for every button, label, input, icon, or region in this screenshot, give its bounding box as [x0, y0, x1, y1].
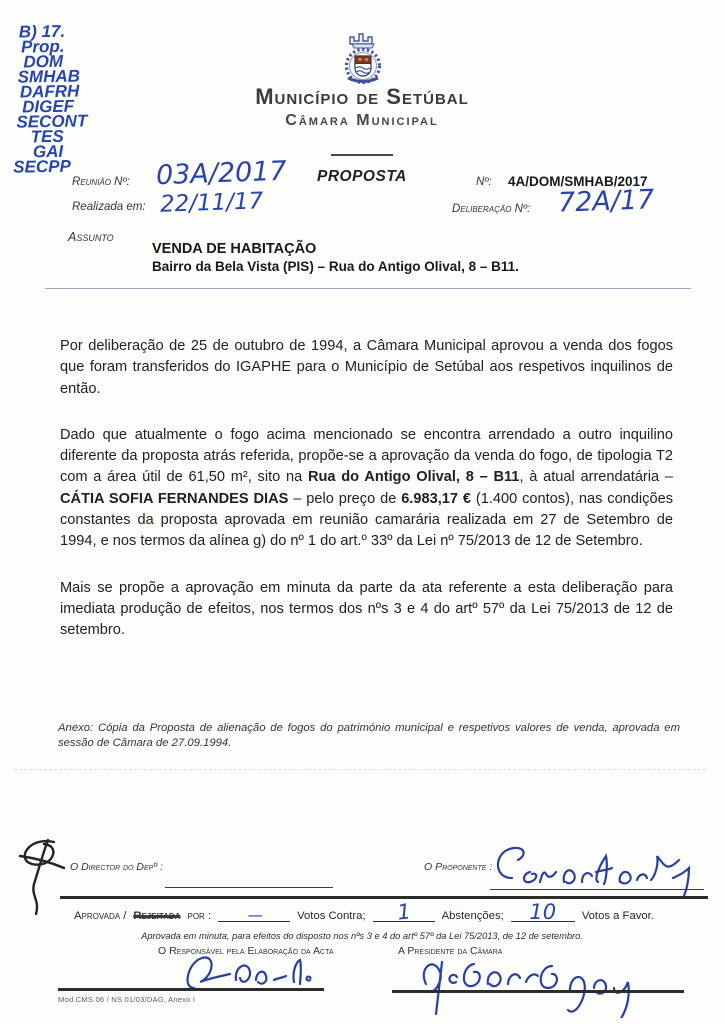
handnote-line: DAFRH [19, 81, 80, 102]
abstencoes-handwritten: 1 [395, 899, 412, 925]
margin-scribble [14, 838, 68, 916]
voting-row [74, 899, 654, 925]
presidente-label: A Presidente da Câmara [398, 945, 503, 957]
handnote-line: SECONT [16, 111, 88, 132]
realizada-value-handwritten: 22/11/17 [159, 188, 264, 218]
deliberacao-value-handwritten: 72A/17 [557, 184, 655, 219]
assunto-subtitle: Bairro da Bela Vista (PIS) – Rua do Antigo Olival, 8 – B11. [152, 259, 519, 274]
proponente-signature-line [490, 889, 704, 890]
reuniao-label: Reunião Nº: [72, 176, 130, 188]
paragraph-3: Mais se propõe a aprovação em minuta da parte da ata referente a esta deliberação para imediata produção de efeitos, nos termos dos nºs 3 e 4 do artº 57º da Lei 75/2013 de 12 de setembro. [60, 579, 673, 639]
bold-price: 6.983,17 € [401, 490, 471, 507]
handnote-line: DOM [23, 51, 64, 72]
municipal-body-subtitle: Câmara Municipal [285, 112, 439, 129]
header-rule [331, 154, 393, 156]
handnote-line: SMHAB [17, 66, 81, 87]
approval-heavy-rule [60, 896, 708, 899]
section-divider [45, 288, 691, 289]
municipal-crest-icon [334, 28, 392, 90]
votos-favor-blank [511, 900, 575, 924]
assunto-title: VENDA DE HABITAÇÃO [152, 241, 317, 257]
handnote-line: DIGEF [21, 96, 75, 117]
bold-tenant-name: CÁTIA SOFIA FERNANDES DIAS [60, 490, 289, 507]
minuta-note: Aprovada em minuta, para efeitos do disposto nos nºs 3 e 4 do artº 57º da Lei 75/2013, de 12 de setembro. [141, 931, 583, 941]
responsavel-label: O Responsável pela Elaboração da Acta [158, 945, 334, 957]
proponente-signature [486, 838, 714, 896]
deliberacao-label: Deliberação Nº: [452, 203, 531, 215]
handnote-line: Prop. [20, 36, 65, 57]
form-code: Mod.CMS.06 / NS 01/03/DAG, Anexo I [58, 995, 196, 1004]
anexo-note: Anexo: Cópia da Proposta de alienação de fogos do património municipal e respetivos valores de venda, aprovada em sessão de Câmara de 27.09.1994. [58, 722, 680, 749]
municipality-title: Município de Setúbal [255, 84, 469, 109]
paragraph-1: Por deliberação de 25 de outubro de 1994, a Câmara Municipal aprovou a venda dos fogos que foram transferidos do IGAPHE para o Município de Setúbal aos respetivos inquilinos de então. [60, 338, 673, 397]
votos-contra-label: Votos Contra; [297, 910, 366, 922]
director-label: O Director do Depº : [70, 861, 163, 873]
reuniao-value-handwritten: 03A/2017 [155, 155, 288, 192]
handnote-line: TES [30, 126, 64, 147]
numero-value: 4A/DOM/SMHAB/2017 [508, 174, 648, 189]
aprovada-label: Aprovada / [74, 910, 127, 922]
votos-contra-handwritten: — [247, 906, 261, 924]
handnote-line: SECPP [13, 156, 71, 177]
abstencoes-blank [373, 899, 435, 925]
presidente-signature-line [392, 990, 684, 993]
presidente-signature [412, 948, 652, 1018]
proposal-body [60, 336, 673, 667]
bold-address: Rua do Antigo Olival, 8 – B11 [307, 469, 520, 486]
abstencoes-label: Abstenções; [441, 910, 504, 922]
realizada-label: Realizada em: [72, 201, 146, 213]
votos-favor-label: Votos a Favor. [581, 910, 654, 922]
rejeitada-struck-label: Rejeitada [133, 910, 181, 922]
proposta-heading: PROPOSTA [317, 168, 407, 185]
numero-label: Nº: [476, 176, 492, 188]
handnote-line: B) 17. [18, 21, 66, 42]
responsavel-signature-line [58, 988, 324, 991]
paragraph-2: Dado que atualmente o fogo acima mencionado se encontra arrendado a outro inquilino diferente da proposta atrás referida, propõe-se a aprovação da venda do fogo, de tipologia T2 com a área útil de 61,50 m², sito na Rua do Antigo Olival, 8 – B11, à atual arrendatária – CÁTIA SOFIA FERNANDES DIAS – pelo preço de 6.983,17 € (1.400 contos), nas condições constantes da proposta aprovada em reunião camarária realizada em 27 de Setembro de 1994, e nos termos da alínea g) do nº 1 do art.º 33º da Lei nº 75/2013 de 12 de Setembro. [60, 426, 674, 550]
votos-contra-blank [218, 906, 290, 922]
votos-favor-handwritten: 10 [529, 900, 557, 924]
por-label: por : [187, 910, 212, 922]
faint-fold-line [14, 769, 706, 770]
assunto-label: Assunto [68, 230, 114, 244]
proponente-label: O Proponente : [424, 861, 493, 873]
handnote-line: GAI [32, 141, 64, 162]
director-signature-line [165, 887, 333, 888]
